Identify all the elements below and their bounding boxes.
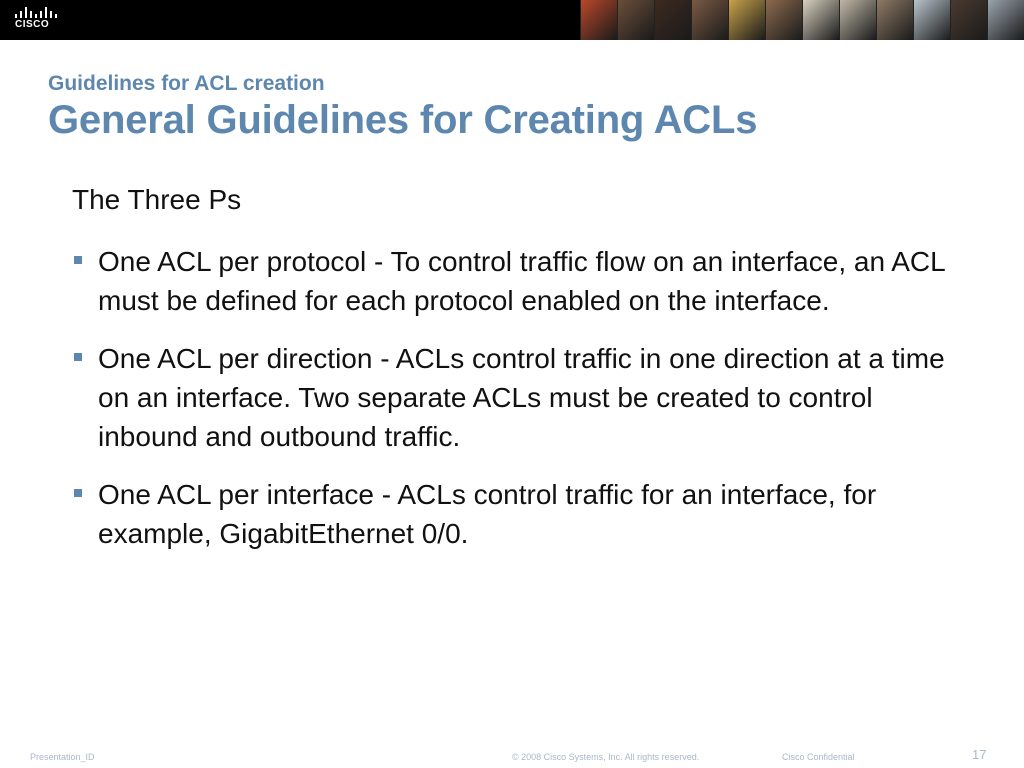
banner-photo (876, 0, 913, 40)
header-banner (0, 0, 1024, 40)
banner-photo (950, 0, 987, 40)
banner-photo (802, 0, 839, 40)
page-number: 17 (972, 747, 987, 762)
banner-photo (580, 0, 617, 40)
slide-subtitle: Guidelines for ACL creation (48, 72, 325, 95)
bullet-text: One ACL per protocol - To control traffic flow on an interface, an ACL must be defined for each protocol enabled on the interface. (98, 246, 945, 316)
footer-presentation-id: Presentation_ID (30, 752, 95, 762)
bullet-item (72, 339, 952, 456)
cisco-bars-icon (14, 6, 60, 18)
bullet-item (72, 475, 952, 553)
banner-photo (691, 0, 728, 40)
banner-photo (839, 0, 876, 40)
cisco-wordmark: CISCO (15, 19, 50, 30)
square-bullet-icon (74, 353, 82, 361)
banner-photo (987, 0, 1024, 40)
bullet-list (72, 242, 952, 572)
bullet-text: One ACL per direction - ACLs control traffic in one direction at a time on an interface. Two separate ACLs must be created to control inbound and outbound traffic. (98, 343, 945, 452)
bullet-item (72, 242, 952, 320)
banner-photo (617, 0, 654, 40)
lead-text: The Three Ps (72, 184, 242, 215)
banner-photo (765, 0, 802, 40)
slide-title: General Guidelines for Creating ACLs (48, 98, 758, 142)
banner-photo (728, 0, 765, 40)
cisco-logo (14, 6, 60, 34)
banner-photo (654, 0, 691, 40)
photo-strip (580, 0, 1024, 40)
footer-copyright: © 2008 Cisco Systems, Inc. All rights reserved. (512, 752, 700, 762)
footer-confidential: Cisco Confidential (782, 752, 855, 762)
square-bullet-icon (74, 256, 82, 264)
banner-photo (913, 0, 950, 40)
square-bullet-icon (74, 489, 82, 497)
bullet-text: One ACL per interface - ACLs control traffic for an interface, for example, GigabitEthernet 0/0. (98, 479, 877, 549)
